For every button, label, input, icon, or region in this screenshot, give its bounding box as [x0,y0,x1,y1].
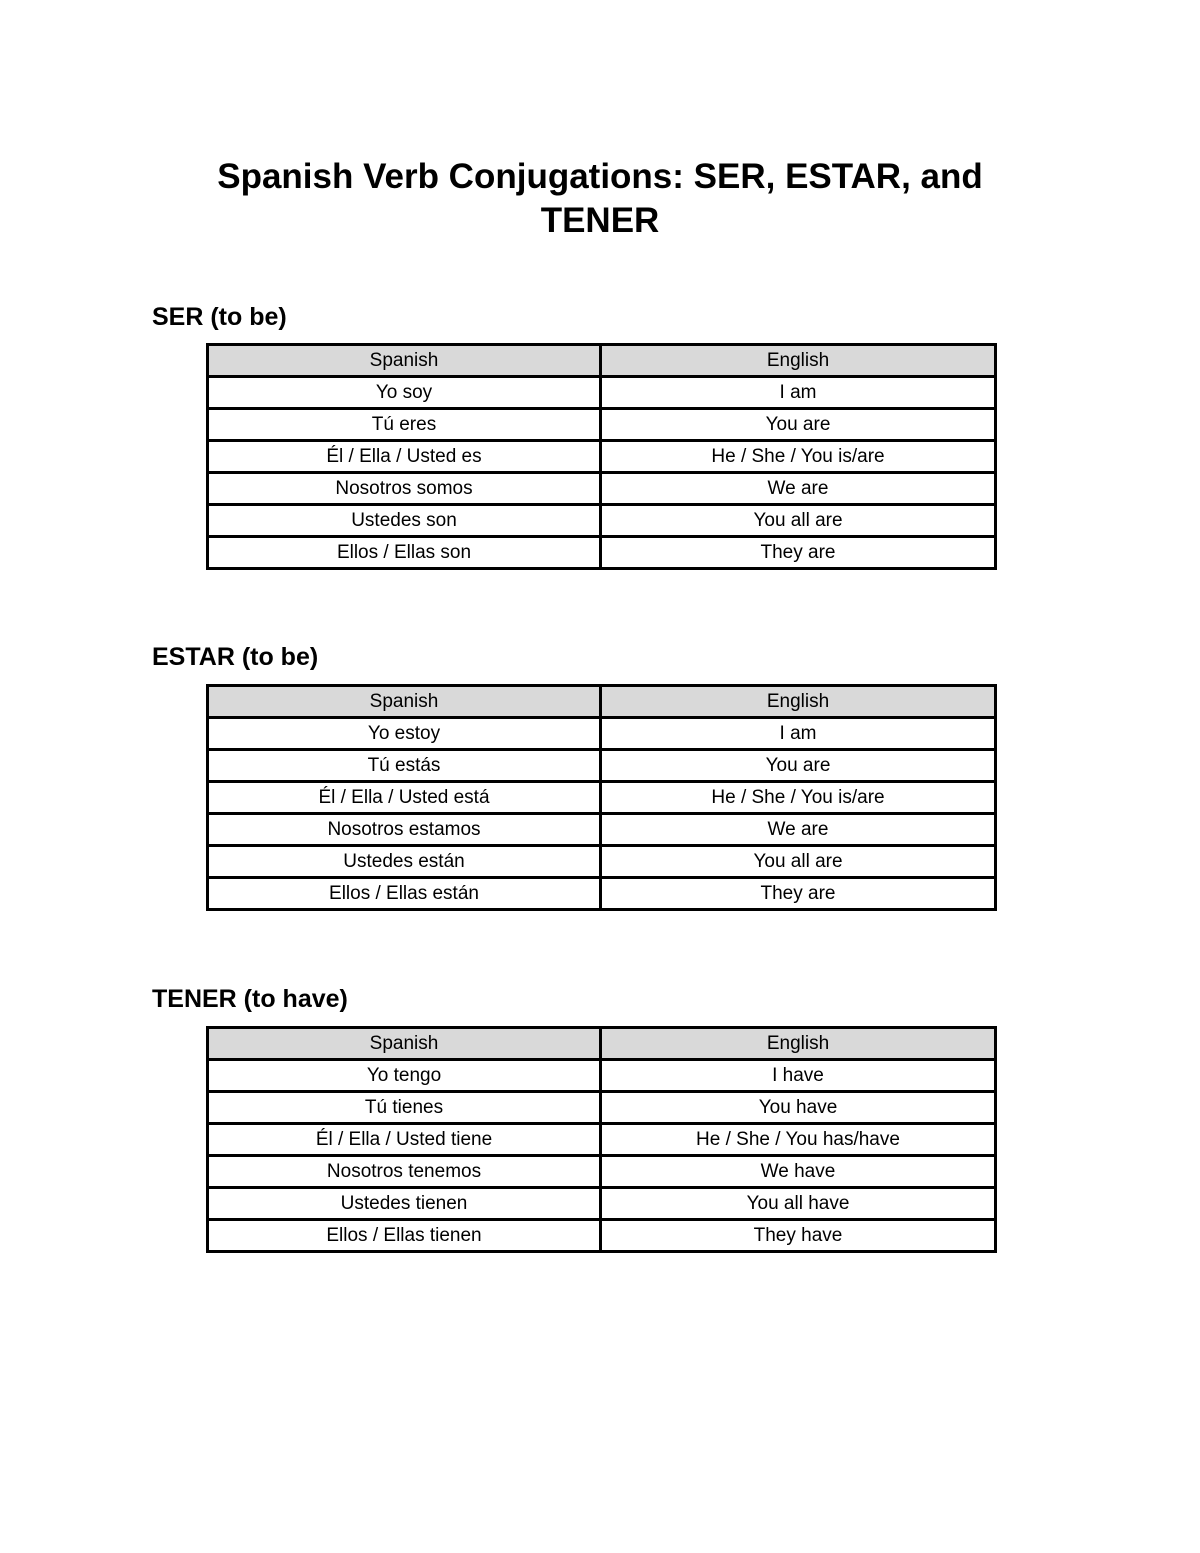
spanish-cell: Tú estás [208,750,601,782]
spanish-cell: Nosotros tenemos [208,1156,601,1188]
table-row [208,1220,996,1252]
spanish-cell: Ellos / Ellas tienen [208,1220,601,1252]
spanish-cell: Ustedes están [208,846,601,878]
document-title: Spanish Verb Conjugations: SER, ESTAR, and TENER [217,157,983,240]
english-cell: You have [601,1092,996,1124]
table-row [208,505,996,537]
english-cell: You all are [601,505,996,537]
table-header-row [208,345,996,377]
english-cell: You all have [601,1188,996,1220]
spanish-cell: Ellos / Ellas están [208,878,601,910]
spanish-cell: Tú tienes [208,1092,601,1124]
column-header-english: English [601,1028,996,1060]
spanish-cell: Ellos / Ellas son [208,537,601,569]
table-row [208,782,996,814]
section-heading-ser: SER (to be) [152,303,287,331]
english-cell: He / She / You has/have [601,1124,996,1156]
spanish-cell: Yo estoy [208,718,601,750]
spanish-cell: Ustedes tienen [208,1188,601,1220]
column-header-spanish: Spanish [208,686,601,718]
english-cell: He / She / You is/are [601,782,996,814]
table-row [208,409,996,441]
spanish-cell: Él / Ella / Usted tiene [208,1124,601,1156]
table-row [208,846,996,878]
english-cell: They are [601,878,996,910]
spanish-cell: Ustedes son [208,505,601,537]
table-header-row [208,686,996,718]
english-cell: You are [601,750,996,782]
spanish-cell: Él / Ella / Usted es [208,441,601,473]
table-row [208,718,996,750]
column-header-spanish: Spanish [208,1028,601,1060]
section-heading-tener: TENER (to have) [152,985,348,1013]
spanish-cell: Tú eres [208,409,601,441]
english-cell: I am [601,718,996,750]
english-cell: We are [601,814,996,846]
table-row [208,473,996,505]
spanish-cell: Nosotros somos [208,473,601,505]
table-row [208,441,996,473]
spanish-cell: Yo soy [208,377,601,409]
table-header-row [208,1028,996,1060]
english-cell: They are [601,537,996,569]
english-cell: They have [601,1220,996,1252]
english-cell: I am [601,377,996,409]
spanish-cell: Yo tengo [208,1060,601,1092]
table-row [208,1124,996,1156]
table-row [208,537,996,569]
table-row [208,878,996,910]
table-row [208,1188,996,1220]
ser-conjugation-table [206,343,997,570]
table-row [208,1060,996,1092]
section-heading-estar: ESTAR (to be) [152,643,319,671]
table-row [208,1156,996,1188]
spanish-cell: Él / Ella / Usted está [208,782,601,814]
estar-conjugation-table [206,684,997,911]
column-header-english: English [601,345,996,377]
table-row [208,750,996,782]
column-header-english: English [601,686,996,718]
english-cell: We are [601,473,996,505]
table-row [208,377,996,409]
column-header-spanish: Spanish [208,345,601,377]
english-cell: You are [601,409,996,441]
english-cell: We have [601,1156,996,1188]
table-row [208,1092,996,1124]
english-cell: You all are [601,846,996,878]
english-cell: He / She / You is/are [601,441,996,473]
spanish-cell: Nosotros estamos [208,814,601,846]
table-row [208,814,996,846]
tener-conjugation-table [206,1026,997,1253]
english-cell: I have [601,1060,996,1092]
